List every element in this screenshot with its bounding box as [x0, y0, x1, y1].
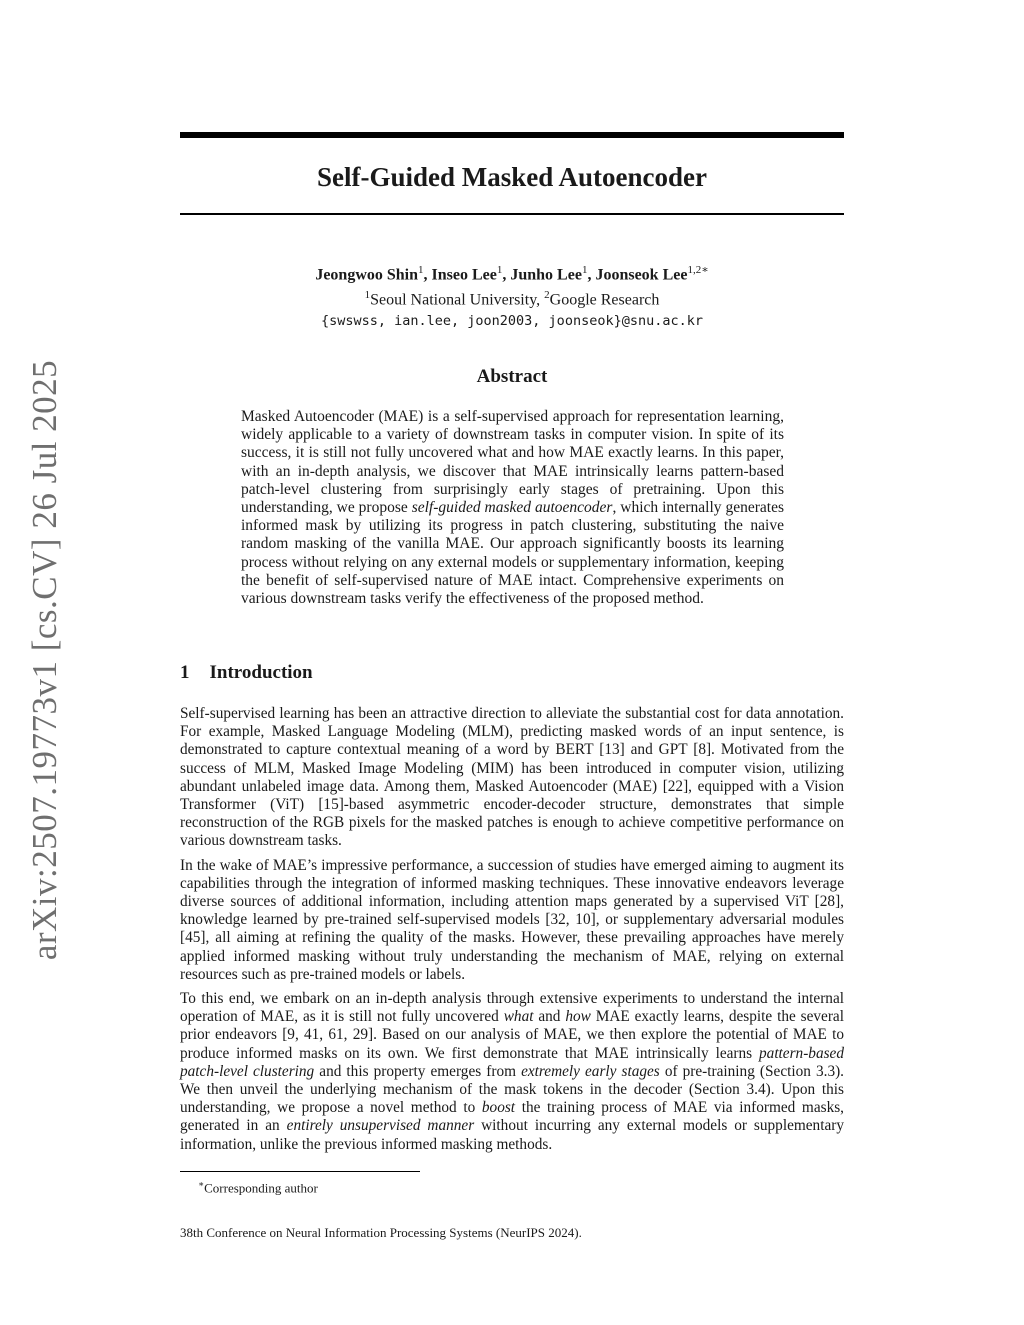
paper-title: Self-Guided Masked Autoencoder: [316, 162, 707, 192]
paragraph-text: of pre-training (Section 3.3). We then unveil the underlying mechanism of the mask tokens in the decoder (Section 3.4). Upon this understanding, we propose a novel method to: [180, 1062, 845, 1117]
emphasis-text: how: [565, 1008, 591, 1026]
conference-note: 38th Conference on Neural Information Processing Systems (NeurIPS 2024).: [180, 1225, 582, 1240]
affiliation-line: $^1$Seoul National University, $^2$Google Research: [364, 289, 660, 309]
section-number: 1: [180, 662, 190, 683]
affiliation-name: Seoul National University: [370, 291, 537, 309]
paragraph: Self-supervised learning has been an attractive direction to alleviate the substantial cost for data annotation. For example, Masked Language Modeling (MLM), predicting masked words of an input sentence, is demonstrated to capture contextual meaning of a word by BERT [13] and GPT [8]. Motivated from the success of MLM, Masked Image Modeling (MIM) has been introduced in computer vision, utilizing abundant unlabeled image data. Among them, Masked Autoencoder (MAE) [22], equipped with a Vision Transformer (ViT) [15]-based asymmetric encoder-decoder structure, demonstrates that simple reconstruction of the RGB pixels for the masked patches is enough to achieve competitive performance on various downstream tasks.: [180, 705, 844, 850]
author-emails: {swswss, ian.lee, joon2003, joonseok}@snu.ac.kr: [320, 312, 703, 329]
paragraph-text: MAE exactly learns, despite the several prior endeavors [9, 41, 61, 29]. Based on our analysis of MAE, we then explore the potential of MAE to produce informed masks on its own. We first demonstrate that MAE intrinsically learns: [180, 1008, 844, 1062]
emphasis-text: extremely early stages: [521, 1062, 660, 1080]
author-name: Jeongwoo Shin: [315, 266, 419, 284]
author-name: Junho Lee: [510, 266, 582, 284]
author-name: Inseo Lee: [431, 266, 497, 284]
paragraph-text: and this property emerges from: [314, 1062, 522, 1080]
abstract-text-part: Masked Autoencoder (MAE) is a self-supervised approach for representation learning, widely applicable to a variety of downstream tasks in computer vision. In spite of its success, it is still not fully uncovered what and how MAE exactly learns. In this paper, with an in-depth analysis, we discover that MAE intrinsically learns pattern-based patch-level clustering from surprisingly early stages of pretraining. Upon this understanding, we propose: [241, 408, 784, 517]
introduction-body: [180, 705, 844, 1160]
title-bottom-rule: [180, 213, 844, 215]
footnote-rule: [180, 1171, 420, 1172]
author-affiliation-mark: 1: [496, 264, 503, 276]
author-affiliation-mark: 1,2∗: [687, 264, 709, 276]
section-heading-introduction: [180, 662, 313, 684]
footnote: [198, 1176, 318, 1196]
affiliation-mark: 2: [544, 289, 550, 302]
arxiv-identifier-stamp: [20, 360, 70, 960]
paragraph: [180, 990, 844, 1154]
paragraph-text: the training process of MAE via informed masks, generated in an: [180, 1099, 845, 1135]
paragraph-text: To this end, we embark on an in-depth analysis through extensive experiments to understand the internal operation of MAE, as it is still not fully uncovered: [180, 990, 844, 1026]
author-list: Jeongwoo Shin$^1$, Inseo Lee$^1$, Junho Lee$^1$, Joonseok Lee$^{1,2∗}$: [315, 264, 709, 284]
author-block: [180, 260, 844, 331]
abstract-text-part: , which internally generates informed mask by utilizing its progress in patch clustering, substituting the naive random masking of the vanilla MAE. Our approach significantly boosts its learning process without relying on any external models or supplementary information, keeping the benefit of self-supervised nature of MAE intact. Comprehensive experiments on various downstream tasks verify the effectiveness of the proposed method.: [241, 499, 784, 608]
abstract-heading: Abstract: [476, 366, 548, 387]
abstract-text: [241, 408, 784, 608]
emphasis-text: what: [503, 1008, 534, 1026]
footnote-mark: ∗: [198, 1179, 205, 1189]
footnote-text: Corresponding author: [204, 1180, 318, 1196]
abstract-emphasis: self-guided masked autoencoder: [411, 499, 613, 517]
emphasis-text: pattern-based patch-level clustering: [180, 1044, 844, 1080]
title-top-rule: [180, 132, 844, 138]
author-affiliation-mark: 1: [418, 264, 424, 276]
paragraph: In the wake of MAE’s impressive performance, a succession of studies have emerged aiming to augment its capabilities through the integration of informed masking techniques. These innovative endeavors leverage diverse sources of additional information, including attention maps generated by a supervised ViT [28], knowledge learned by pre-trained self-supervised models [32, 10], or supplementary adversarial modules [45], all aiming at refining the quality of the masks. However, these prevailing approaches have merely applied informed masking without truly understanding the mechanism of MAE, relying on external resources such as pre-trained models or labels.: [180, 856, 844, 983]
author-affiliation-mark: 1: [581, 264, 588, 276]
arxiv-identifier-text: arXiv:2507.19773v1 [cs.CV] 26 Jul 2025: [25, 359, 64, 961]
affiliation-mark: 1: [364, 289, 371, 302]
author-name: Joonseok Lee: [595, 266, 688, 284]
paragraph-text: and: [533, 1008, 566, 1026]
emphasis-text: entirely unsupervised manner: [286, 1117, 475, 1135]
section-title: Introduction: [209, 662, 313, 683]
affiliation-name: Google Research: [549, 291, 660, 309]
emphasis-text: boost: [481, 1099, 516, 1117]
paragraph-text: without incurring any external models or supplementary information, unlike the previous informed masking methods.: [180, 1117, 844, 1153]
